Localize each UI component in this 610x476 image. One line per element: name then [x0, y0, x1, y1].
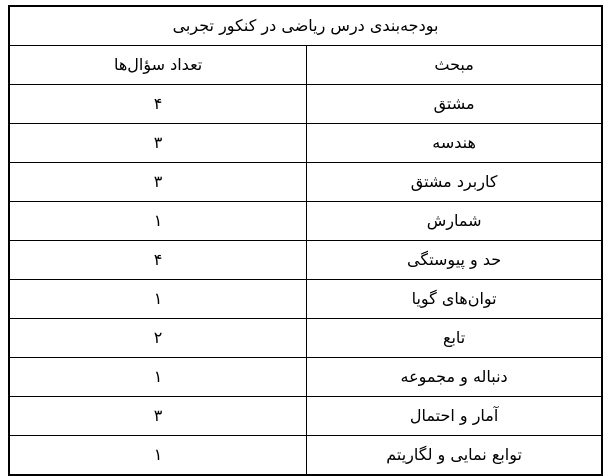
title-row — [9, 6, 602, 46]
topic-cell: تابع — [307, 319, 602, 358]
topic-cell: دنباله و مجموعه — [307, 358, 602, 397]
table-row — [9, 163, 602, 202]
table-row — [9, 85, 602, 124]
table-row — [9, 124, 602, 163]
count-cell: ۲ — [9, 319, 307, 358]
table-row — [9, 280, 602, 319]
header-row — [9, 46, 602, 85]
table-row — [9, 397, 602, 436]
count-cell: ۳ — [9, 397, 307, 436]
header-topic: مبحث — [307, 46, 602, 85]
table-row — [9, 358, 602, 397]
table-row — [9, 202, 602, 241]
topic-cell: مشتق — [307, 85, 602, 124]
count-cell: ۱ — [9, 280, 307, 319]
table-row — [9, 436, 602, 476]
topic-cell: آمار و احتمال — [307, 397, 602, 436]
topic-cell: هندسه — [307, 124, 602, 163]
topic-cell: توان‌های گویا — [307, 280, 602, 319]
count-cell: ۳ — [9, 163, 307, 202]
topic-cell: حد و پیوستگی — [307, 241, 602, 280]
count-cell: ۴ — [9, 241, 307, 280]
count-cell: ۱ — [9, 358, 307, 397]
table-row — [9, 241, 602, 280]
count-cell: ۴ — [9, 85, 307, 124]
budget-table — [8, 5, 603, 476]
count-cell: ۱ — [9, 202, 307, 241]
table-title: بودجه‌بندی درس ریاضی در کنکور تجربی — [9, 6, 602, 46]
count-cell: ۳ — [9, 124, 307, 163]
topic-cell: کاربرد مشتق — [307, 163, 602, 202]
topic-cell: توابع نمایی و لگاریتم — [307, 436, 602, 476]
topic-cell: شمارش — [307, 202, 602, 241]
table-row — [9, 319, 602, 358]
header-count: تعداد سؤال‌ها — [9, 46, 307, 85]
count-cell: ۱ — [9, 436, 307, 476]
